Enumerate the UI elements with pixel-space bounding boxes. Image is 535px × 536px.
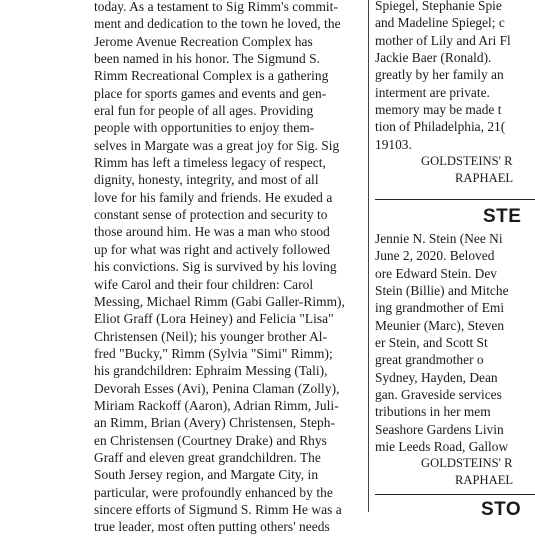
notice-line: mother of Lily and Ari Fl — [375, 32, 511, 48]
body-line: dignity, honesty, integrity, and most of all — [94, 172, 319, 188]
body-line: wife Carol and their four children: Carol — [94, 276, 314, 292]
notice-line: Seashore Gardens Livin — [375, 421, 504, 437]
body-line: Eliot Graff (Lora Heiney) and Felicia "Lisa" — [94, 311, 334, 327]
notice-line: 19103. — [375, 136, 412, 152]
body-line: place for sports games and events and gen- — [94, 85, 327, 101]
body-line: fred "Bucky," Rimm (Sylvia "Simi" Rimm); — [94, 345, 333, 361]
notice-line: mie Leeds Road, Gallow — [375, 439, 509, 455]
obituary-spiegel-notice — [375, 0, 535, 187]
notice-line: Jackie Baer (Ronald). — [375, 50, 492, 66]
notice-separator-rule — [375, 199, 535, 200]
notice-line: tributions in her mem — [375, 404, 491, 420]
body-line: his convictions. Sig is survived by his loving — [94, 259, 337, 275]
obituary-stein-notice — [375, 230, 535, 489]
body-line: en Christensen (Courtney Drake) and Rhys — [94, 432, 327, 448]
obituary-heading-stein: STE — [483, 206, 522, 227]
notice-line: greatly by her family an — [375, 67, 504, 83]
body-line: South Jersey region, and Margate City, in — [94, 467, 319, 483]
body-line: Graff and eleven great grandchildren. The — [94, 449, 321, 465]
body-line: been named in his honor. The Sigmund S. — [94, 51, 320, 67]
body-line: those around him. He was a man who stood — [94, 224, 330, 240]
body-line: Rimm Recreational Complex is a gathering — [94, 68, 329, 84]
body-line: ment and dedication to the town he loved, the — [94, 16, 341, 32]
body-line: Christensen (Neil); his younger brother Al- — [94, 328, 328, 344]
notice-line: memory may be made t — [375, 102, 502, 118]
right-column — [375, 0, 535, 520]
notice-line: interment are private. — [375, 84, 490, 100]
notice-line: Sydney, Hayden, Dean — [375, 369, 498, 385]
notice-line: Spiegel, Stephanie Spie — [375, 0, 502, 13]
notice-line: Stein (Billie) and Mitche — [375, 283, 509, 299]
body-line: people with opportunities to enjoy them- — [94, 120, 315, 136]
body-line: Devorah Esses (Avi), Penina Claman (Zolly), — [94, 380, 340, 396]
notice-line: great grandmother o — [375, 352, 484, 368]
funeral-home-signature-location: RAPHAEL — [455, 473, 514, 488]
notice-line: and Madeline Spiegel; c — [375, 15, 505, 31]
body-line: an Rimm, Brian (Avery) Christensen, Steph- — [94, 415, 335, 431]
notice-line: Jennie N. Stein (Nee Ni — [375, 231, 503, 246]
body-line: sincere efforts of Sigmund S. Rimm He was a — [94, 501, 342, 517]
notice-line: ing grandmother of Emi — [375, 300, 505, 316]
funeral-home-signature-location: RAPHAEL — [455, 171, 514, 186]
body-line: Jerome Avenue Recreation Complex has — [94, 33, 313, 49]
obituary-rimm-column — [94, 0, 357, 536]
body-line: selves in Margate was a great joy for Sig. Sig — [94, 137, 340, 153]
notice-line: gan. Graveside services — [375, 387, 502, 403]
notice-line: Meunier (Marc), Steven — [375, 317, 505, 333]
body-line: love for his family and friends. He exuded a — [94, 189, 333, 205]
notice-line: er Stein, and Scott St — [375, 335, 488, 351]
obituary-heading-next: STO — [481, 499, 522, 520]
body-line: today. As a testament to Sig Rimm's commit- — [94, 0, 338, 14]
funeral-home-signature: GOLDSTEINS' R — [421, 456, 513, 471]
notice-line: tion of Philadelphia, 21( — [375, 119, 506, 135]
body-line: Messing, Michael Rimm (Gabi Galler-Rimm), — [94, 293, 345, 309]
body-line: Miriam Rackoff (Aaron), Adrian Rimm, Juli- — [94, 397, 339, 413]
body-line: up for what was right and actively followed — [94, 241, 331, 257]
body-line: Rimm has left a timeless legacy of respect, — [94, 155, 326, 171]
body-line: constant sense of protection and security to — [94, 207, 328, 223]
column-divider — [368, 0, 369, 512]
notice-separator-rule — [375, 494, 535, 495]
notice-line: June 2, 2020. Beloved — [375, 248, 495, 264]
notice-line: ore Edward Stein. Dev — [375, 265, 497, 281]
body-line: eral fun for people of all ages. Providing — [94, 103, 314, 119]
body-line: his grandchildren: Ephraim Messing (Tali), — [94, 363, 328, 379]
funeral-home-signature: GOLDSTEINS' R — [421, 154, 513, 169]
obituary-rimm-body — [94, 0, 357, 536]
body-line: true leader, most often putting others' needs — [94, 519, 330, 535]
body-line: particular, were profoundly enhanced by the — [94, 484, 333, 500]
